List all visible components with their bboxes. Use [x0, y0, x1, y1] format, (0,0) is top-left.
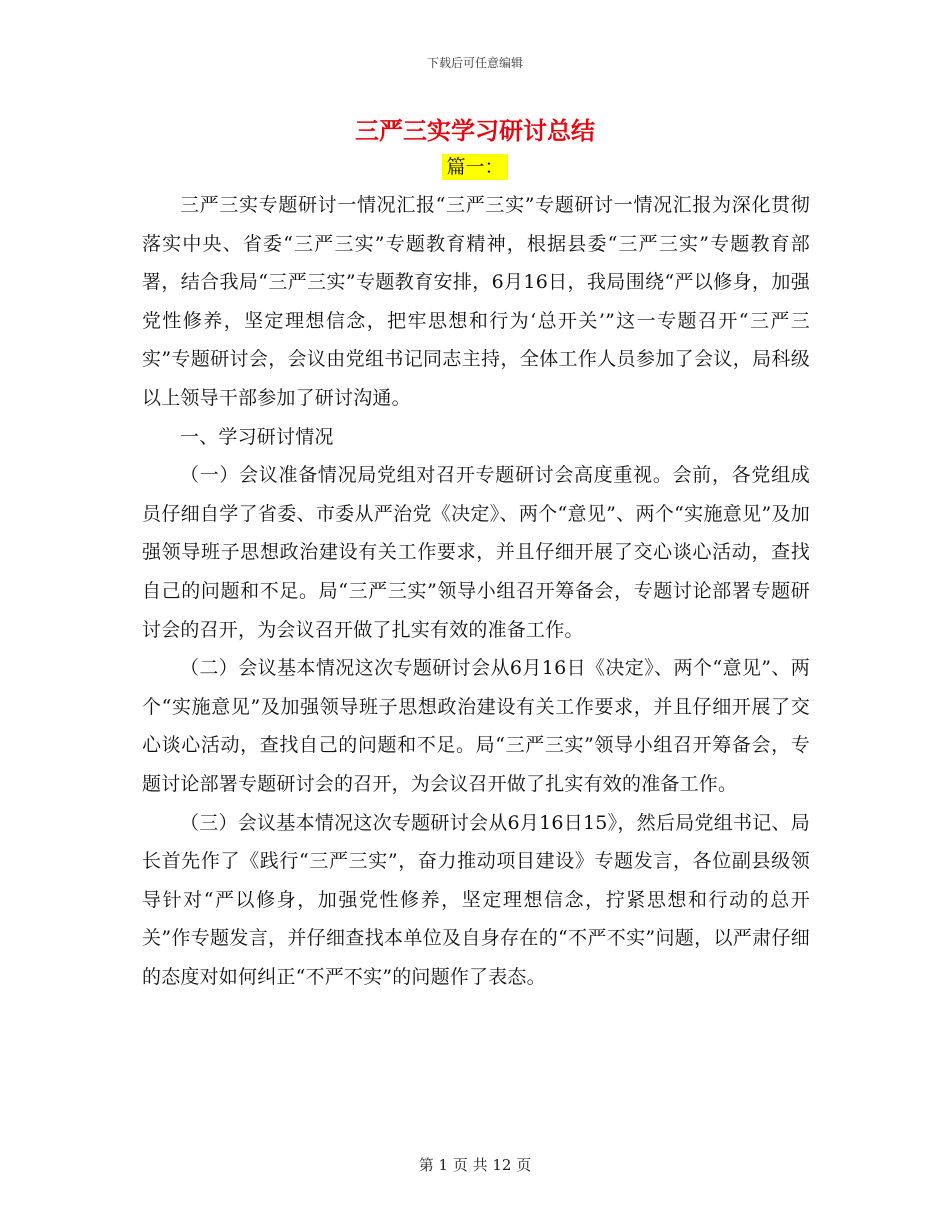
paragraph-intro: 三严三实专题研讨一情况汇报“三严三实”专题研讨一情况汇报为深化贯彻落实中央、省委“三严三实”专题教育精神，根据县委“三严三实”专题教育部署，结合我局“三严三实”专题教育安排，6月16日，我局围绕“严以修身，加强党性修养，坚定理想信念，把牢思想和行为‘总开关’”这一专题召开“三严三实”专题研讨会，会议由党组书记同志主持，全体工作人员参加了会议，局科级以上领导干部参加了研讨沟通。: [142, 194, 810, 409]
paragraph-basic-info-2: （二）会议基本情况这次专题研讨会从6月16日《决定》、两个“意见”、两个“实施意见”及加强领导班子思想政治建设有关工作要求，并且仔细开展了交心谈心活动，查找自己的问题和不足。局“三严三实”领导小组召开筹备会，专题讨论部署专题研讨会的召开，为会议召开做了扎实有效的准备工作。: [142, 657, 810, 795]
subheading-row: [0, 154, 950, 180]
section-heading-study: 一、学习研讨情况: [180, 425, 334, 448]
section-subheading: 篇一：: [442, 154, 507, 180]
document-body: [142, 186, 810, 996]
page-footer: 第 1 页 共 12 页: [418, 1156, 532, 1174]
document-title: 三严三实学习研讨总结: [355, 117, 595, 145]
header-note: 下载后可任意编辑: [426, 56, 523, 70]
paragraph-basic-info-3: （三）会议基本情况这次专题研讨会从6月16日15》，然后局党组书记、局长首先作了《践行“三严三实”，奋力推动项目建设》专题发言，各位副县级领导针对“严以修身，加强党性修养，坚定理想信念，拧紧思想和行动的总开关”作专题发言，并仔细查找本单位及自身存在的“不严不实”问题，以严肃仔细的态度对如何纠正“不严不实”的问题作了表态。: [142, 811, 810, 988]
paragraph-preparation: （一）会议准备情况局党组对召开专题研讨会高度重视。会前，各党组成员仔细自学了省委、市委从严治党《决定》、两个“意见”、两个“实施意见”及加强领导班子思想政治建设有关工作要求，并且仔细开展了交心谈心活动，查找自己的问题和不足。局“三严三实”领导小组召开筹备会，专题讨论部署专题研讨会的召开，为会议召开做了扎实有效的准备工作。: [142, 464, 810, 641]
